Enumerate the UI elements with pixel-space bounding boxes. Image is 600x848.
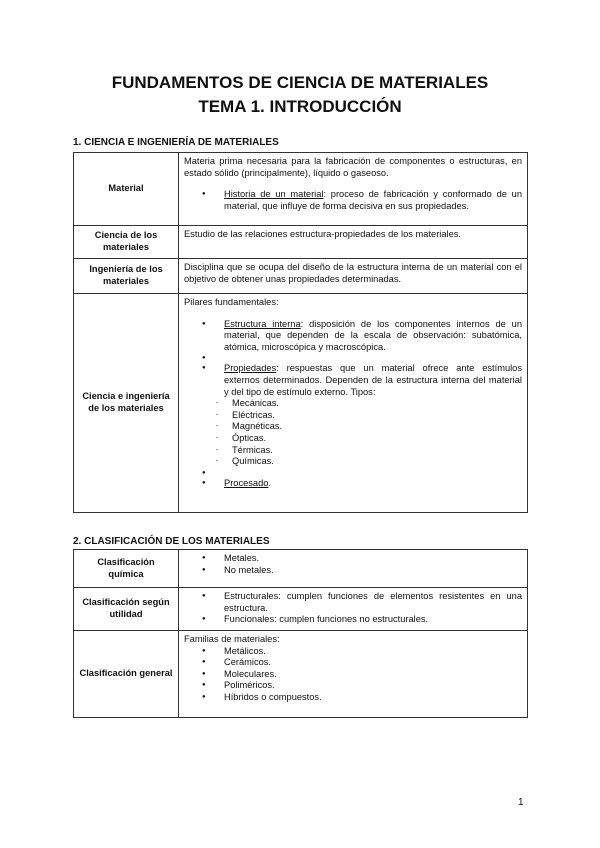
row-label: Ingeniería de los materiales — [74, 259, 179, 294]
cell-text: Materia prima necesaria para la fabricación de componentes o estructuras, en estado sólido (principalmente), líquido o gaseoso. — [184, 156, 522, 178]
table-clasificacion — [73, 549, 528, 718]
row-label: Ciencia e ingeniería de los materiales — [74, 294, 179, 513]
table-row — [74, 550, 528, 588]
table-row — [74, 259, 528, 294]
section-heading-2: 2. CLASIFICACIÓN DE LOS MATERIALES — [73, 536, 270, 547]
table-row — [74, 153, 528, 226]
list-item: - Térmicas. — [184, 445, 522, 457]
list-item: - Ópticas. — [184, 433, 522, 445]
cell-text: Pilares fundamentales: — [184, 297, 279, 307]
cell-text: Familias de materiales: — [184, 634, 280, 644]
list-item: ● Estructura interna: disposición de los componentes internos de un material, que dependen de la escala de observación: subatómica, atómica, microscópica y macroscópica. — [184, 319, 522, 354]
row-label: Clasificación general — [74, 631, 179, 718]
list-item: - Mecánicas. — [184, 398, 522, 410]
list-item: ● Moleculares. — [184, 669, 522, 681]
section-heading-1: 1. CIENCIA E INGENIERÍA DE MATERIALES — [73, 137, 279, 148]
row-label: Material — [74, 153, 179, 226]
document-title: FUNDAMENTOS DE CIENCIA DE MATERIALES — [111, 73, 489, 92]
cell-text: Estudio de las relaciones estructura-propiedades de los materiales. — [179, 226, 528, 259]
table-ciencia-ingenieria — [73, 152, 528, 513]
page-number: 1 — [518, 797, 524, 808]
list-item: ● Propiedades: respuestas que un material ofrece ante estímulos externos determinados. Dependen de la estructura interna del material y del tipo de estímulo externo. Tipos: - Mecánicas. - Eléctricas. - Magnéticas. - Ópticas. - Térmicas. - Químicas. — [184, 363, 522, 467]
list-item: ● Procesado. — [184, 478, 522, 490]
row-label: Clasificación según utilidad — [74, 588, 179, 631]
table-row — [74, 294, 528, 513]
list-item: ● Poliméricos. — [184, 680, 522, 692]
list-item: ● No metales. — [184, 565, 522, 577]
list-item: - Magnéticas. — [184, 421, 522, 433]
row-label: Ciencia de los materiales — [74, 226, 179, 259]
list-item: - Eléctricas. — [184, 410, 522, 422]
list-item: ● Historia de un material: proceso de fabricación y conformado de un material, que influye de forma decisiva en sus propiedades. — [184, 189, 522, 212]
list-item: ● Estructurales: cumplen funciones de elementos resistentes en una estructura. — [184, 591, 522, 614]
table-row — [74, 588, 528, 631]
list-item: ● Funcionales: cumplen funciones no estructurales. — [184, 614, 522, 626]
list-item: - Químicas. — [184, 456, 522, 468]
list-item: ● Metálicos. — [184, 646, 522, 658]
row-label: Clasificación química — [74, 550, 179, 588]
cell-text: Disciplina que se ocupa del diseño de la estructura interna de un material con el objetivo de obtener unas propiedades determinadas. — [179, 259, 528, 294]
table-row — [74, 631, 528, 718]
list-item: ● Cerámicos. — [184, 657, 522, 669]
document-subtitle: TEMA 1. INTRODUCCIÓN — [198, 97, 402, 116]
list-item: ● Híbridos o compuestos. — [184, 692, 522, 704]
table-row — [74, 226, 528, 259]
list-item: ● Metales. — [184, 553, 522, 565]
